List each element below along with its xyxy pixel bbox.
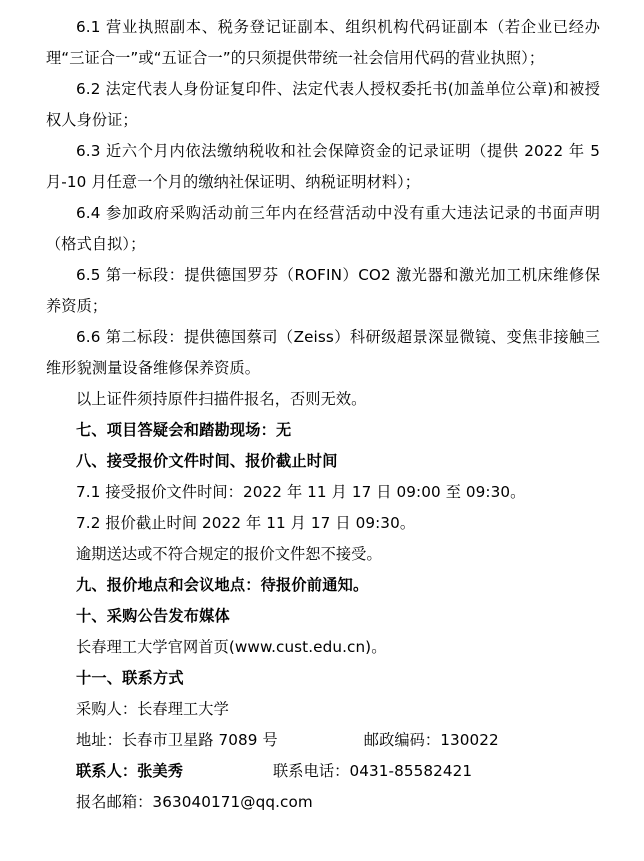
contact-buyer-label: 采购人：长春理工大学 <box>76 700 229 718</box>
section-heading-10: 十、采购公告发布媒体 <box>76 607 230 625</box>
clause-7-3: 逾期送达或不符合规定的报价文件恕不接受。 <box>76 545 382 563</box>
contact-row-buyer <box>46 694 600 725</box>
clause-6-2: 6.2 法定代表人身份证复印件、法定代表人授权委托书(加盖单位公章)和被授权人身份证； <box>46 80 600 129</box>
contact-phone-value: 联系电话：0431-85582421 <box>273 762 473 780</box>
clause-6-1: 6.1 营业执照副本、税务登记证副本、组织机构代码证副本（若企业已经办理“三证合一”或“五证合一”的只须提供带统一社会信用代码的营业执照）； <box>46 18 600 67</box>
contact-address-label: 地址：长春市卫星路 7089 号 <box>76 731 278 749</box>
clause-7-2: 7.2 报价截止时间 2022 年 11 月 17 日 09:30。 <box>76 514 416 532</box>
section-heading-8: 八、接受报价文件时间、报价截止时间 <box>76 452 338 470</box>
section-heading-9: 九、报价地点和会议地点：待报价前通知。 <box>76 576 369 594</box>
contact-row-address <box>46 725 600 756</box>
contact-postcode-value: 邮政编码：130022 <box>363 731 499 749</box>
clause-6-3: 6.3 近六个月内依法缴纳税收和社会保障资金的记录证明（提供 2022 年 5 月-10 月任意一个月的缴纳社保证明、纳税证明材料）； <box>46 142 600 191</box>
contact-row-person <box>46 756 600 787</box>
contact-row-email <box>46 787 600 818</box>
section-10-body: 长春理工大学官网首页(www.cust.edu.cn)。 <box>76 638 387 656</box>
clause-note: 以上证件须持原件扫描件报名，否则无效。 <box>76 390 367 408</box>
clause-7-1: 7.1 接受报价文件时间：2022 年 11 月 17 日 09:00 至 09:30。 <box>76 483 526 501</box>
section-heading-11: 十一、联系方式 <box>76 669 184 687</box>
contact-email-label: 报名邮箱：363040171@qq.com <box>76 793 313 811</box>
contact-person-label: 联系人：张美秀 <box>76 762 184 780</box>
clause-6-4: 6.4 参加政府采购活动前三年内在经营活动中没有重大违法记录的书面声明（格式自拟）； <box>46 204 600 253</box>
section-heading-7: 七、项目答疑会和踏勘现场：无 <box>76 421 292 439</box>
clause-6-6: 6.6 第二标段：提供德国蔡司（Zeiss）科研级超景深显微镜、变焦非接触三维形貌测量设备维修保养资质。 <box>46 328 600 377</box>
clause-6-5: 6.5 第一标段：提供德国罗芬（ROFIN）CO2 激光器和激光加工机床维修保养资质； <box>46 266 600 315</box>
